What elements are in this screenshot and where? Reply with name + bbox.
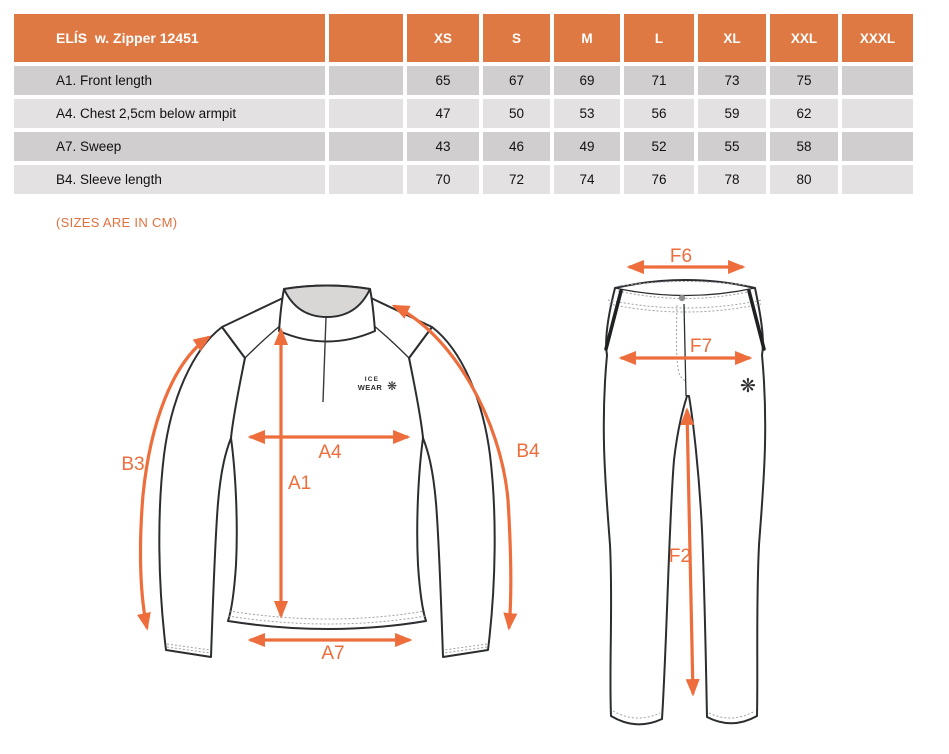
- product-title-cell: [14, 14, 325, 62]
- measurement-value: 47: [407, 99, 479, 128]
- measurement-value: 62: [770, 99, 838, 128]
- garment-measurement-diagram: [0, 244, 949, 754]
- label-a4: A4: [318, 442, 342, 463]
- measurement-value: 78: [698, 165, 766, 194]
- measurement-value: 71: [624, 66, 694, 95]
- measurement-value: 53: [554, 99, 620, 128]
- product-title: ELÍS w. Zipper 12451: [56, 30, 199, 46]
- measurement-label: A7. Sweep: [56, 139, 122, 154]
- measurement-value: 70: [407, 165, 479, 194]
- table-row-front-length: [14, 66, 913, 95]
- measurement-label: B4. Sleeve length: [56, 172, 162, 187]
- size-chart-table: [10, 10, 917, 198]
- size-col-header-xl: XL: [698, 14, 766, 62]
- measurement-value: 76: [624, 165, 694, 194]
- pants-snowflake-icon: ❋: [740, 375, 756, 397]
- label-f7: F7: [689, 336, 713, 357]
- measurement-label: A4. Chest 2,5cm below armpit: [56, 106, 237, 121]
- size-col-header-xxl: XXL: [770, 14, 838, 62]
- size-col-header-m: M: [554, 14, 620, 62]
- measurement-value: 65: [407, 66, 479, 95]
- measurement-value: 73: [698, 66, 766, 95]
- measurement-value: 74: [554, 165, 620, 194]
- measurement-value: 49: [554, 132, 620, 161]
- pants-technical-drawing: [604, 246, 765, 724]
- size-col-header-xs: XS: [407, 14, 479, 62]
- measurement-value: 46: [483, 132, 550, 161]
- measurement-value: [842, 99, 913, 128]
- size-col-header-s: S: [483, 14, 550, 62]
- spacer-cell: [329, 66, 403, 95]
- measurement-value: [842, 66, 913, 95]
- measurement-value: 56: [624, 99, 694, 128]
- shirt-technical-drawing: [121, 286, 540, 665]
- label-a1: A1: [288, 473, 312, 494]
- size-col-header-l: L: [624, 14, 694, 62]
- measurement-value: 80: [770, 165, 838, 194]
- measurement-value: 67: [483, 66, 550, 95]
- measurement-value: 59: [698, 99, 766, 128]
- table-row-chest: [14, 99, 913, 128]
- measurement-value: [842, 165, 913, 194]
- measurement-value: 52: [624, 132, 694, 161]
- label-b4: B4: [516, 441, 540, 462]
- label-a7: A7: [321, 643, 345, 664]
- size-col-header-xxxl: XXXL: [842, 14, 913, 62]
- spacer-header-cell: [329, 14, 403, 62]
- measurement-value: 75: [770, 66, 838, 95]
- measurement-value: [842, 132, 913, 161]
- label-f2: F2: [668, 546, 692, 567]
- measurement-value: 72: [483, 165, 550, 194]
- measurement-label: A1. Front length: [56, 73, 153, 88]
- label-f6: F6: [669, 246, 693, 267]
- pants-button: [679, 295, 685, 301]
- measurement-value: 50: [483, 99, 550, 128]
- measurement-value: 55: [698, 132, 766, 161]
- spacer-cell: [329, 132, 403, 161]
- table-row-sweep: [14, 132, 913, 161]
- icewear-logo-line2: WEAR: [357, 383, 383, 392]
- measurement-value: 58: [770, 132, 838, 161]
- icewear-snowflake-icon: ❋: [386, 379, 398, 393]
- measurement-value: 69: [554, 66, 620, 95]
- measurement-value: 43: [407, 132, 479, 161]
- spacer-cell: [329, 99, 403, 128]
- table-row-sleeve-length: [14, 165, 913, 194]
- label-b3: B3: [121, 454, 145, 475]
- icewear-logo-line1: ICE: [364, 376, 380, 383]
- sizes-in-cm-note: (SIZES ARE IN CM): [56, 215, 178, 230]
- table-header-row: [14, 14, 913, 62]
- spacer-cell: [329, 165, 403, 194]
